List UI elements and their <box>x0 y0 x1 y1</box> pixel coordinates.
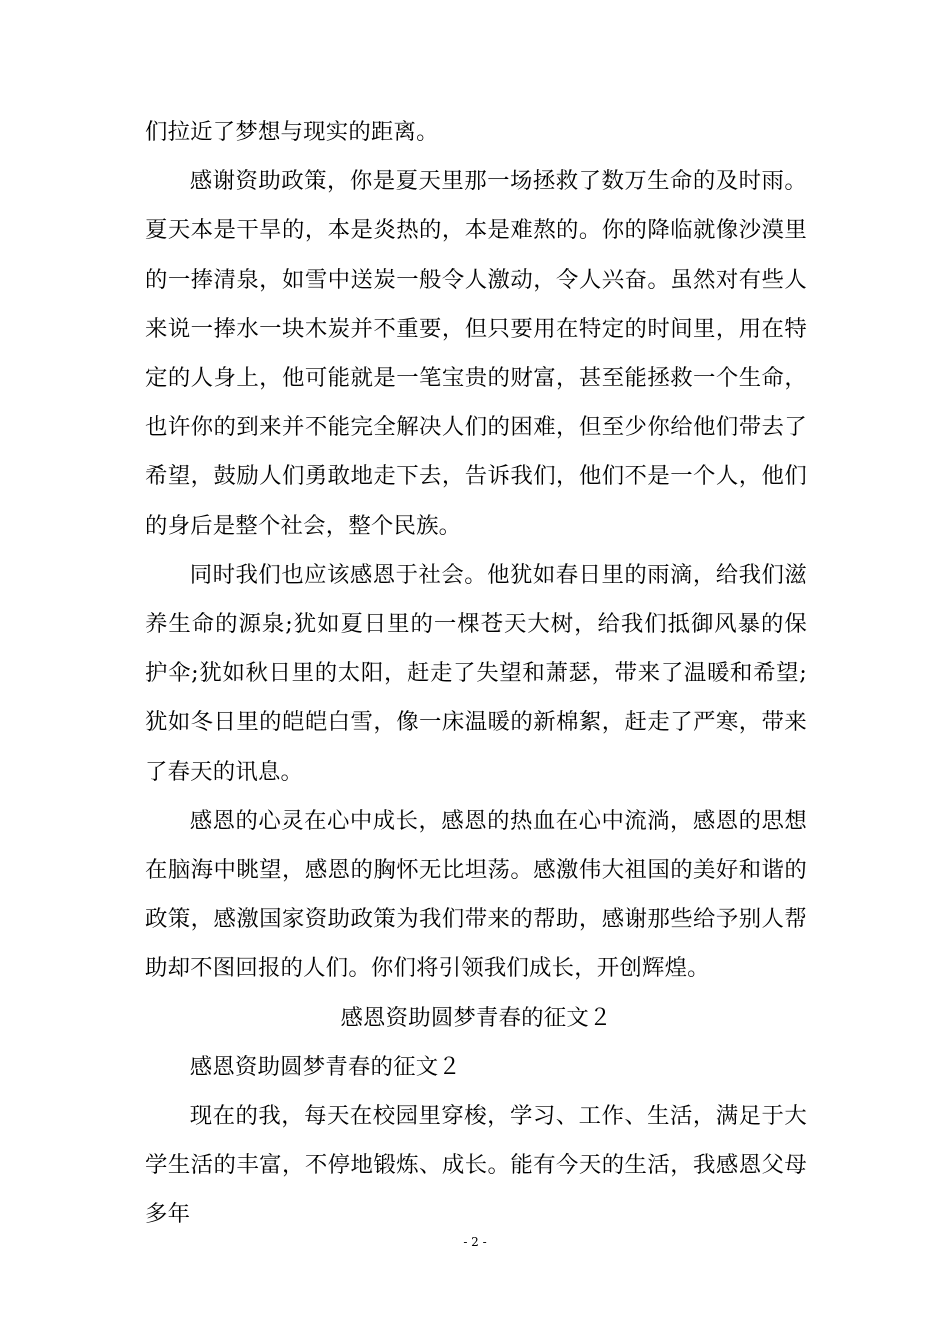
document-body <box>145 108 807 1240</box>
paragraph-policy-thanks: 感谢资助政策，你是夏天里那一场拯救了数万生命的及时雨。夏天本是干旱的，本是炎热的，本是难熬的。你的降临就像沙漠里的一捧清泉，如雪中送炭一般令人激动，令人兴奋。虽然对有些人来说一捧水一块木炭并不重要，但只要用在特定的时间里，用在特定的人身上，他可能就是一笔宝贵的财富，甚至能拯救一个生命，也许你的到来并不能完全解决人们的困难，但至少你给他们带去了希望，鼓励人们勇敢地走下去，告诉我们，他们不是一个人，他们的身后是整个社会，整个民族。 <box>145 168 807 539</box>
section-subtitle: 感恩资助圆梦青春的征文２ <box>189 1053 461 1080</box>
page-number: - 2 - <box>463 1235 487 1249</box>
paragraph-continuation: 们拉近了梦想与现实的距离。 <box>145 119 439 145</box>
paragraph-gratitude-heart: 感恩的心灵在心中成长，感恩的热血在心中流淌，感恩的思想在脑海中眺望，感恩的胸怀无比坦荡。感激伟大祖国的美好和谐的政策，感激国家资助政策为我们带来的帮助，感谢那些给予别人帮助却不图回报的人们。你们将引领我们成长，开创辉煌。 <box>145 807 807 982</box>
paragraph-campus-life: 现在的我，每天在校园里穿梭，学习、工作、生活，满足于大学生活的丰富，不停地锻炼、成长。能有今天的生活，我感恩父母多年 <box>145 1103 807 1228</box>
paragraph-society-thanks: 同时我们也应该感恩于社会。他犹如春日里的雨滴，给我们滋养生命的源泉;犹如夏日里的一棵苍天大树，给我们抵御风暴的保护伞;犹如秋日里的太阳，赶走了失望和萧瑟，带来了温暖和希望;犹如冬日里的皑皑白雪，像一床温暖的新棉絮，赶走了严寒，带来了春天的讯息。 <box>145 561 807 785</box>
section-title: 感恩资助圆梦青春的征文２ <box>340 1004 612 1031</box>
